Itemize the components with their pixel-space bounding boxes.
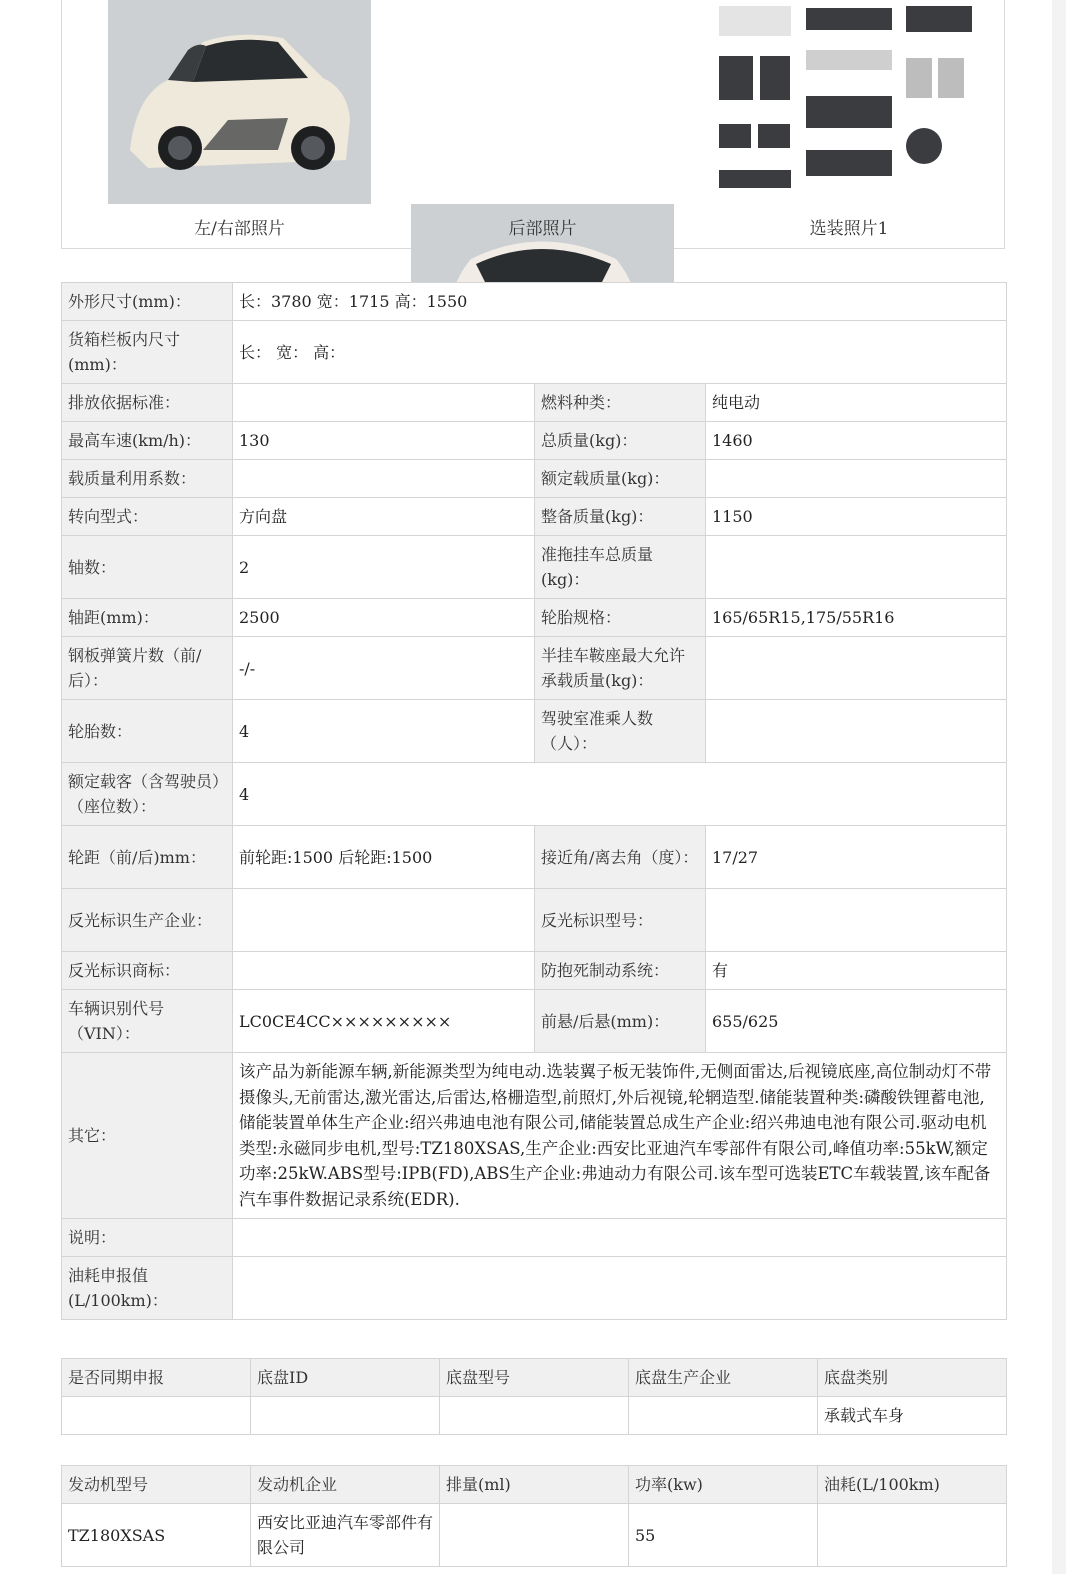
engine-row [62, 1504, 1007, 1567]
leaf-label: 钢板弹簧片数（前/后）： [62, 637, 233, 700]
engine-header-cell: 功率(kw) [629, 1466, 818, 1504]
passengers-value: 4 [233, 763, 1007, 826]
reflector-model-value [706, 889, 1007, 952]
chassis-header-cell: 底盘ID [251, 1359, 440, 1397]
options-photo-caption: 选装照片1 [809, 219, 889, 239]
engine-header-cell: 油耗(L/100km) [818, 1466, 1007, 1504]
saddle-label: 半挂车鞍座最大允许承载质量(kg)： [535, 637, 706, 700]
spec-row [62, 460, 1007, 498]
engine-cell: 55 [629, 1504, 818, 1567]
total-mass-value: 1460 [706, 422, 1007, 460]
abs-label: 防抱死制动系统： [535, 952, 706, 990]
saddle-value [706, 637, 1007, 700]
curb-label: 整备质量(kg)： [535, 498, 706, 536]
engine-header-row [62, 1466, 1007, 1504]
spec-row [62, 283, 1007, 321]
chassis-header-row [62, 1359, 1007, 1397]
spec-row [62, 536, 1007, 599]
engine-header-cell: 发动机企业 [251, 1466, 440, 1504]
engine-cell [440, 1504, 629, 1567]
reflector-maker-value [233, 889, 535, 952]
passengers-label: 额定载客（含驾驶员）（座位数）： [62, 763, 233, 826]
leaf-value: -/- [233, 637, 535, 700]
cab-label: 驾驶室准乘人数（人）： [535, 700, 706, 763]
curb-value: 1150 [706, 498, 1007, 536]
chassis-cell: 承载式车身 [818, 1397, 1007, 1435]
reflector-brand-label: 反光标识商标： [62, 952, 233, 990]
trailer-label: 准拖挂车总质量(kg)： [535, 536, 706, 599]
util-value [233, 460, 535, 498]
overhang-label: 前悬/后悬(mm)： [535, 990, 706, 1053]
tires-value: 4 [233, 700, 535, 763]
spec-row [62, 1053, 1007, 1219]
total-mass-label: 总质量(kg)： [535, 422, 706, 460]
engine-cell: TZ180XSAS [62, 1504, 251, 1567]
dims-label: 外形尺寸(mm)： [62, 283, 233, 321]
dims-value: 长：3780 宽：1715 高：1550 [233, 283, 1007, 321]
note-label: 说明： [62, 1219, 233, 1257]
fuel-cons-value [233, 1257, 1007, 1320]
engine-header-cell: 发动机型号 [62, 1466, 251, 1504]
fuel-label: 燃料种类： [535, 384, 706, 422]
reflector-model-label: 反光标识型号： [535, 889, 706, 952]
chassis-header-cell: 底盘生产企业 [629, 1359, 818, 1397]
engine-cell [818, 1504, 1007, 1567]
trailer-value [706, 536, 1007, 599]
spec-row [62, 952, 1007, 990]
emission-value [233, 384, 535, 422]
angle-value: 17/27 [706, 826, 1007, 889]
speed-label: 最高车速(km/h)： [62, 422, 233, 460]
photo-panel [61, 0, 1005, 249]
cargo-value: 长： 宽： 高： [233, 321, 1007, 384]
emission-label: 排放依据标准： [62, 384, 233, 422]
other-value: 该产品为新能源车辆,新能源类型为纯电动.选装翼子板无装饰件,无侧面雷达,后视镜底座,高位制动灯不带摄像头,无前雷达,激光雷达,后雷达,格栅造型,前照灯,外后视镜,轮辋造型.储能装置种类:磷酸铁锂蓄电池,储能装置单体生产企业:绍兴弗迪电池有限公司,储能装置总成生产企业:绍兴弗迪电池有限公司.驱动电机类型:永磁同步电机,型号:TZ180XSAS,生产企业:西安比亚迪汽车零部件有限公司,峰值功率:55kW,额定功率:25kW.ABS型号:IPB(FD),ABS生产企业:弗迪动力有限公司.该车型可选装ETC车载装置,该车配备汽车事件数据记录系统(EDR). [233, 1053, 1007, 1219]
options-photo[interactable] [714, 0, 984, 204]
spec-row [62, 637, 1007, 700]
chassis-cell [629, 1397, 818, 1435]
engine-table [61, 1465, 1007, 1567]
chassis-header-cell: 底盘型号 [440, 1359, 629, 1397]
chassis-row [62, 1397, 1007, 1435]
spec-row [62, 1257, 1007, 1320]
steering-value: 方向盘 [233, 498, 535, 536]
cab-value [706, 700, 1007, 763]
spec-row [62, 1219, 1007, 1257]
side-photo-caption: 左/右部照片 [194, 219, 285, 239]
vin-value: LC0CE4CC××××××××× [233, 990, 535, 1053]
spec-row [62, 321, 1007, 384]
chassis-header-cell: 是否同期申报 [62, 1359, 251, 1397]
cargo-label: 货箱栏板内尺寸(mm)： [62, 321, 233, 384]
engine-header-cell: 排量(ml) [440, 1466, 629, 1504]
chassis-cell [440, 1397, 629, 1435]
spec-row [62, 384, 1007, 422]
fuel-value: 纯电动 [706, 384, 1007, 422]
engine-cell: 西安比亚迪汽车零部件有限公司 [251, 1504, 440, 1567]
spec-row [62, 422, 1007, 460]
spec-row [62, 599, 1007, 637]
reflector-maker-label: 反光标识生产企业： [62, 889, 233, 952]
overhang-value: 655/625 [706, 990, 1007, 1053]
axles-value: 2 [233, 536, 535, 599]
rear-photo-caption: 后部照片 [508, 219, 577, 239]
page-scroll-gutter [1052, 0, 1066, 1574]
spec-row [62, 700, 1007, 763]
tire-spec-value: 165/65R15,175/55R16 [706, 599, 1007, 637]
spec-row [62, 889, 1007, 952]
rated-load-value [706, 460, 1007, 498]
tires-label: 轮胎数： [62, 700, 233, 763]
rated-load-label: 额定载质量(kg)： [535, 460, 706, 498]
angle-label: 接近角/离去角（度）： [535, 826, 706, 889]
wheelbase-label: 轴距(mm)： [62, 599, 233, 637]
track-label: 轮距（前/后)mm： [62, 826, 233, 889]
spec-row [62, 498, 1007, 536]
fuel-cons-label: 油耗申报值(L/100km)： [62, 1257, 233, 1320]
spec-row [62, 763, 1007, 826]
chassis-cell [62, 1397, 251, 1435]
tire-spec-label: 轮胎规格： [535, 599, 706, 637]
speed-value: 130 [233, 422, 535, 460]
reflector-brand-value [233, 952, 535, 990]
other-label: 其它： [62, 1053, 233, 1219]
abs-value: 有 [706, 952, 1007, 990]
axles-label: 轴数： [62, 536, 233, 599]
steering-label: 转向型式： [62, 498, 233, 536]
note-value [233, 1219, 1007, 1257]
chassis-cell [251, 1397, 440, 1435]
vin-label: 车辆识别代号（VIN）： [62, 990, 233, 1053]
spec-table [61, 282, 1007, 1320]
util-label: 载质量利用系数： [62, 460, 233, 498]
chassis-header-cell: 底盘类别 [818, 1359, 1007, 1397]
chassis-table [61, 1358, 1007, 1435]
side-photo[interactable] [108, 0, 371, 204]
spec-row [62, 826, 1007, 889]
wheelbase-value: 2500 [233, 599, 535, 637]
spec-row [62, 990, 1007, 1053]
track-value: 前轮距:1500 后轮距:1500 [233, 826, 535, 889]
